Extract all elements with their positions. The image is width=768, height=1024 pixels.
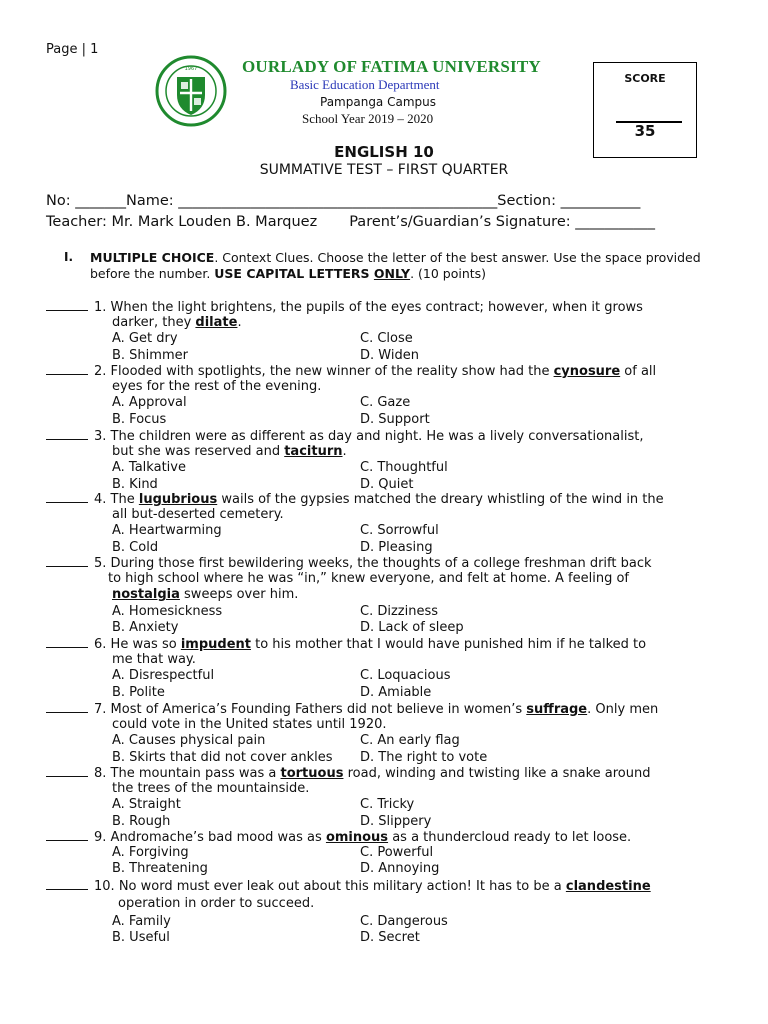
question-line: [46, 428, 643, 444]
question-line: [112, 315, 242, 330]
question-text: the trees of the mountainside.: [112, 781, 310, 797]
question-text: wails of the gypsies matched the dreary whistling of the wind in the: [217, 492, 664, 507]
campus-name: Pampanga Campus: [320, 95, 436, 109]
choice-d[interactable]: D. Pleasing: [360, 539, 433, 555]
choice-d[interactable]: D. Quiet: [360, 476, 414, 492]
choice-c[interactable]: C. Powerful: [360, 845, 434, 861]
answer-blank[interactable]: [46, 765, 88, 777]
question-text: When the light brightens, the pupils of the eyes contract; however, when it grows: [110, 300, 643, 315]
page-number: Page | 1: [46, 42, 99, 57]
question-text: road, winding and twisting like a snake around: [343, 766, 651, 781]
keyword: nostalgia: [112, 587, 180, 603]
caps-instruction: USE CAPITAL LETTERS: [214, 266, 374, 281]
answer-blank[interactable]: [46, 701, 88, 713]
question-line: [46, 491, 664, 507]
question-number: 3.: [94, 429, 111, 444]
keyword: taciturn: [284, 444, 343, 460]
question-text: of all: [620, 364, 657, 379]
question-text: eyes for the rest of the evening.: [112, 379, 322, 395]
choice-b[interactable]: B. Kind: [112, 476, 158, 492]
teacher-name: Teacher: Mr. Mark Louden B. Marquez: [46, 214, 318, 230]
question-number: 8.: [94, 766, 111, 781]
choice-a[interactable]: A. Approval: [112, 395, 187, 411]
school-year: School Year 2019 – 2020: [302, 111, 434, 126]
test-title: SUMMATIVE TEST – FIRST QUARTER: [259, 162, 509, 178]
keyword: clandestine: [565, 879, 651, 894]
choice-d[interactable]: D. Widen: [360, 347, 419, 363]
choice-c[interactable]: C. Dangerous: [360, 914, 448, 929]
keyword: ominous: [325, 830, 389, 845]
question-line: [112, 781, 309, 796]
question-line: [112, 587, 298, 602]
question-line: [46, 701, 658, 717]
question-text: to high school where he was “in,” knew everyone, and felt at home. A feeling of: [108, 571, 629, 587]
question-number: 10.: [94, 879, 119, 894]
score-total: 35: [634, 122, 656, 140]
choice-d[interactable]: D. Annoying: [360, 861, 440, 877]
points-text: . (10 points): [410, 266, 487, 281]
only-emphasis: ONLY: [373, 266, 411, 281]
answer-blank[interactable]: [46, 491, 88, 503]
question-line: [46, 829, 631, 845]
question-line: [46, 299, 643, 315]
question-line: [112, 507, 284, 522]
question-line: [108, 571, 629, 586]
name-field[interactable]: Name: ____________________________________________: [125, 193, 498, 209]
choice-d[interactable]: D. The right to vote: [360, 749, 488, 765]
question-number: 6.: [94, 637, 111, 652]
question-text: operation in order to succeed.: [118, 896, 315, 911]
choice-a[interactable]: A. Disrespectful: [112, 668, 215, 684]
question-text: as a thundercloud ready to let loose.: [388, 830, 632, 845]
question-number: 7.: [94, 702, 111, 717]
choice-a[interactable]: A. Forgiving: [112, 845, 189, 861]
choice-b[interactable]: B. Skirts that did not cover ankles: [112, 749, 333, 765]
choice-b[interactable]: B. Rough: [112, 813, 171, 829]
question-text: The mountain pass was a: [110, 766, 281, 781]
choice-c[interactable]: C. Thoughtful: [360, 460, 448, 476]
choice-c[interactable]: C. Tricky: [360, 797, 415, 813]
answer-blank[interactable]: [46, 428, 88, 440]
choice-a[interactable]: A. Heartwarming: [112, 523, 222, 539]
choice-b[interactable]: B. Threatening: [112, 861, 208, 877]
keyword: cynosure: [553, 364, 621, 379]
question-line: [46, 555, 652, 571]
question-number: 1.: [94, 300, 111, 315]
question-text: During those first bewildering weeks, the thoughts of a college freshman drift back: [110, 556, 652, 571]
question-text: He was so: [110, 637, 181, 652]
question-line: [46, 363, 656, 379]
choice-d[interactable]: D. Secret: [360, 930, 420, 946]
answer-blank[interactable]: [46, 363, 88, 375]
keyword: suffrage: [526, 702, 588, 717]
choice-a[interactable]: A. Homesickness: [112, 603, 223, 619]
question-line: [46, 878, 651, 894]
question-text: Andromache’s bad mood was as: [110, 830, 326, 845]
question-text: No word must ever leak out about this military action! It has to be a: [118, 879, 566, 894]
section-number: I.: [64, 250, 74, 264]
question-text: could vote in the United states until 1920.: [112, 717, 387, 733]
choice-c[interactable]: C. Close: [360, 331, 413, 347]
choice-d[interactable]: D. Support: [360, 411, 430, 427]
university-name: OURLADY OF FATIMA UNIVERSITY: [242, 57, 541, 76]
question-line: [112, 652, 196, 667]
choice-b[interactable]: B. Useful: [112, 930, 170, 946]
section-field[interactable]: Section: ___________: [497, 193, 641, 209]
choice-c[interactable]: C. Loquacious: [360, 668, 451, 684]
signature-field[interactable]: Parent’s/Guardian’s Signature: ___________: [349, 214, 655, 230]
choice-c[interactable]: C. Gaze: [360, 395, 411, 411]
answer-blank[interactable]: [46, 299, 88, 311]
question-text: me that way.: [112, 652, 196, 668]
question-text: darker, they: [112, 315, 196, 331]
question-number: 4.: [94, 492, 111, 507]
question-text: but she was reserved and: [112, 444, 285, 460]
answer-blank[interactable]: [46, 878, 88, 890]
question-text: all but-deserted cemetery.: [112, 507, 284, 523]
department-name: Basic Education Department: [290, 77, 440, 92]
section-instructions: [90, 250, 730, 282]
answer-blank[interactable]: [46, 555, 88, 567]
student-info-row: [46, 193, 640, 209]
seal-year: 1967: [184, 66, 198, 72]
teacher-info-row: [46, 214, 655, 230]
section-heading: MULTIPLE CHOICE: [90, 250, 215, 265]
question-number: 9.: [94, 830, 111, 845]
instructions-text: . Context Clues. Choose the letter of the best answer. Use the space provided before the number.: [90, 250, 701, 281]
keyword: impudent: [180, 637, 251, 652]
question-text: sweeps over him.: [179, 587, 299, 603]
choice-b[interactable]: B. Cold: [112, 539, 159, 555]
question-text: .: [237, 315, 242, 331]
choice-d[interactable]: D. Slippery: [360, 813, 432, 829]
choice-c[interactable]: C. Sorrowful: [360, 523, 439, 539]
question-line: [46, 765, 651, 781]
choice-b[interactable]: B. Anxiety: [112, 619, 179, 635]
choice-d[interactable]: D. Amiable: [360, 684, 432, 700]
choice-b[interactable]: B. Focus: [112, 411, 167, 427]
score-label: SCORE: [624, 72, 666, 85]
keyword: lugubrious: [138, 492, 218, 507]
number-field[interactable]: No: _______: [46, 193, 126, 209]
question-text: Most of America’s Founding Fathers did not believe in women’s: [110, 702, 527, 717]
choice-c[interactable]: C. Dizziness: [360, 603, 439, 619]
question-text: The children were as different as day and night. He was a lively conversationalist,: [110, 429, 644, 444]
question-line: [112, 444, 347, 459]
choice-c[interactable]: C. An early flag: [360, 733, 460, 749]
question-line: [112, 379, 321, 394]
choice-a[interactable]: A. Talkative: [112, 460, 186, 476]
answer-blank[interactable]: [46, 636, 88, 648]
question-text: .: [342, 444, 347, 460]
question-line: [112, 717, 387, 732]
university-seal-icon: [155, 55, 227, 127]
answer-blank[interactable]: [46, 829, 88, 841]
choice-d[interactable]: D. Lack of sleep: [360, 619, 464, 635]
choice-b[interactable]: B. Polite: [112, 684, 165, 700]
question-text: . Only men: [587, 702, 659, 717]
question-line: [118, 896, 314, 911]
question-text: The: [110, 492, 139, 507]
subject-title: ENGLISH 10: [334, 143, 434, 161]
question-line: [46, 636, 646, 652]
keyword: dilate: [195, 315, 238, 331]
choice-a[interactable]: A. Straight: [112, 797, 181, 813]
question-text: Flooded with spotlights, the new winner of the reality show had the: [110, 364, 554, 379]
question-text: to his mother that I would have punished him if he talked to: [250, 637, 647, 652]
question-number: 2.: [94, 364, 111, 379]
choice-a[interactable]: A. Family: [112, 914, 171, 929]
choice-a[interactable]: A. Get dry: [112, 331, 178, 347]
keyword: tortuous: [280, 766, 344, 781]
choice-b[interactable]: B. Shimmer: [112, 347, 188, 363]
question-number: 5.: [94, 556, 111, 571]
choice-a[interactable]: A. Causes physical pain: [112, 733, 266, 749]
